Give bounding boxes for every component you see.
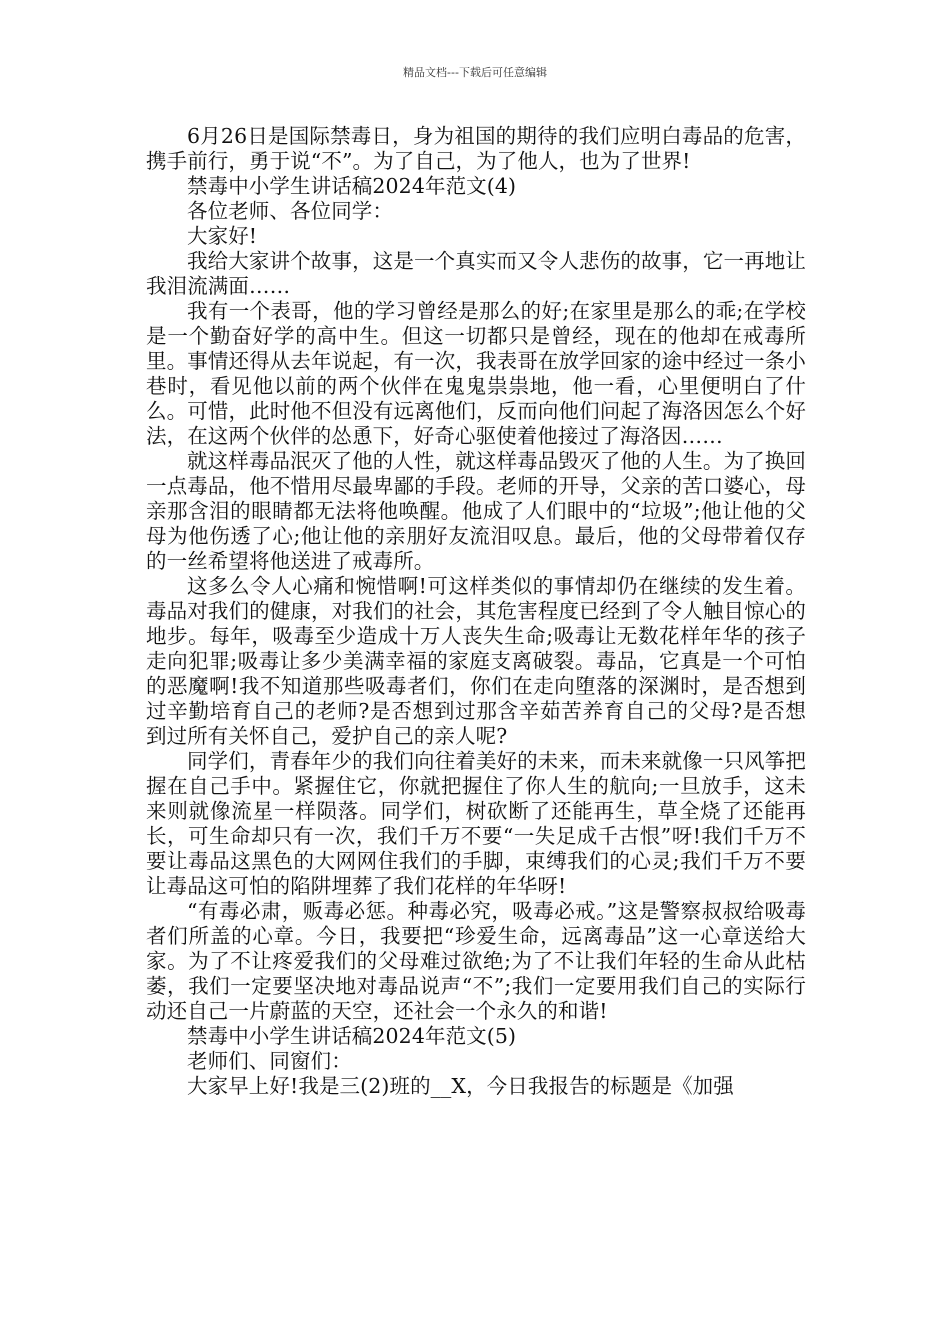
document-body — [146, 124, 806, 1099]
paragraph-intro: 6月26日是国际禁毒日，身为祖国的期待的我们应明白毒品的危害，携手前行，勇于说“不”。为了自己，为了他人，也为了世界! — [146, 124, 806, 173]
salutation-2: 老师们、同窗们： — [187, 1049, 352, 1073]
section-title-4: 禁毒中小学生讲话稿2024年范文(4) — [187, 174, 517, 198]
salutation: 各位老师、各位同学： — [187, 199, 393, 223]
paragraph-consequence: 就这样毒品泯灭了他的人性，就这样毒品毁灭了他的人生。为了换回一点毒品，他不惜用尽最卑鄙的手段。老师的开导，父亲的苦口婆心，母亲那含泪的眼睛都无法将他唤醒。他成了人们眼中的“垃圾”;他让他的父母为他伤透了心;他让他的亲朋好友流泪叹息。最后，他的父母带着仅存的一丝希望将他送进了戒毒所。 — [146, 449, 806, 573]
paragraph-youth: 同学们，青春年少的我们向往着美好的未来，而未来就像一只风筝把握在自己手中。紧握住它，你就把握住了你人生的航向;一旦放手，这未来则就像流星一样陨落。同学们，树砍断了还能再生，草全烧了还能再长，可生命却只有一次，我们千万不要“一失足成千古恨”呀!我们千万不要让毒品这黑色的大网网住我们的手脚，束缚我们的心灵;我们千万不要让毒品这可怕的陷阱埋葬了我们花样的年华呀! — [146, 749, 806, 898]
section-title-5: 禁毒中小学生讲话稿2024年范文(5) — [187, 1024, 517, 1048]
paragraph-slogan: “有毒必肃，贩毒必惩。种毒必究，吸毒必戒。”这是警察叔叔给吸毒者们所盖的心章。今日，我要把“珍爱生命，远离毒品”这一心章送给大家。为了不让疼爱我们的父母难过欲绝;为了不让我们年轻的生命从此枯萎，我们一定要坚决地对毒品说声“不”;我们一定要用我们自己的实际行动还自己一片蔚蓝的天空，还社会一个永久的和谐! — [146, 899, 806, 1023]
paragraph-report-start: 大家早上好!我是三(2)班的__X，今日我报告的标题是《加强 — [187, 1074, 734, 1098]
paragraph-cousin: 我有一个表哥，他的学习曾经是那么的好;在家里是那么的乖;在学校是一个勤奋好学的高中生。但这一切都只是曾经，现在的他却在戒毒所里。事情还得从去年说起，有一次，我表哥在放学回家的途中经过一条小巷时，看见他以前的两个伙伴在鬼鬼祟祟地，他一看，心里便明白了什么。可惜，此时他不但没有远离他们，反而向他们问起了海洛因怎么个好法，在这两个伙伴的怂恿下，好奇心驱使着他接过了海洛因…… — [146, 299, 806, 448]
page-header: 精品文档---下载后可任意编辑 — [403, 66, 547, 79]
paragraph-harm: 这多么令人心痛和惋惜啊!可这样类似的事情却仍在继续的发生着。毒品对我们的健康，对我们的社会，其危害程度已经到了令人触目惊心的地步。每年，吸毒至少造成十万人丧失生命;吸毒让无数花样年华的孩子走向犯罪;吸毒让多少美满幸福的家庭支离破裂。毒品，它真是一个可怕的恶魔啊!我不知道那些吸毒者们，你们在走向堕落的深渊时，是否想到过辛勤培育自己的老师?是否想到过那含辛茹苦养育自己的父母?是否想到过所有关怀自己，爱护自己的亲人呢? — [146, 574, 806, 748]
paragraph-story-intro: 我给大家讲个故事，这是一个真实而又令人悲伤的故事，它一再地让我泪流满面…… — [146, 249, 806, 298]
greeting: 大家好! — [187, 224, 258, 248]
